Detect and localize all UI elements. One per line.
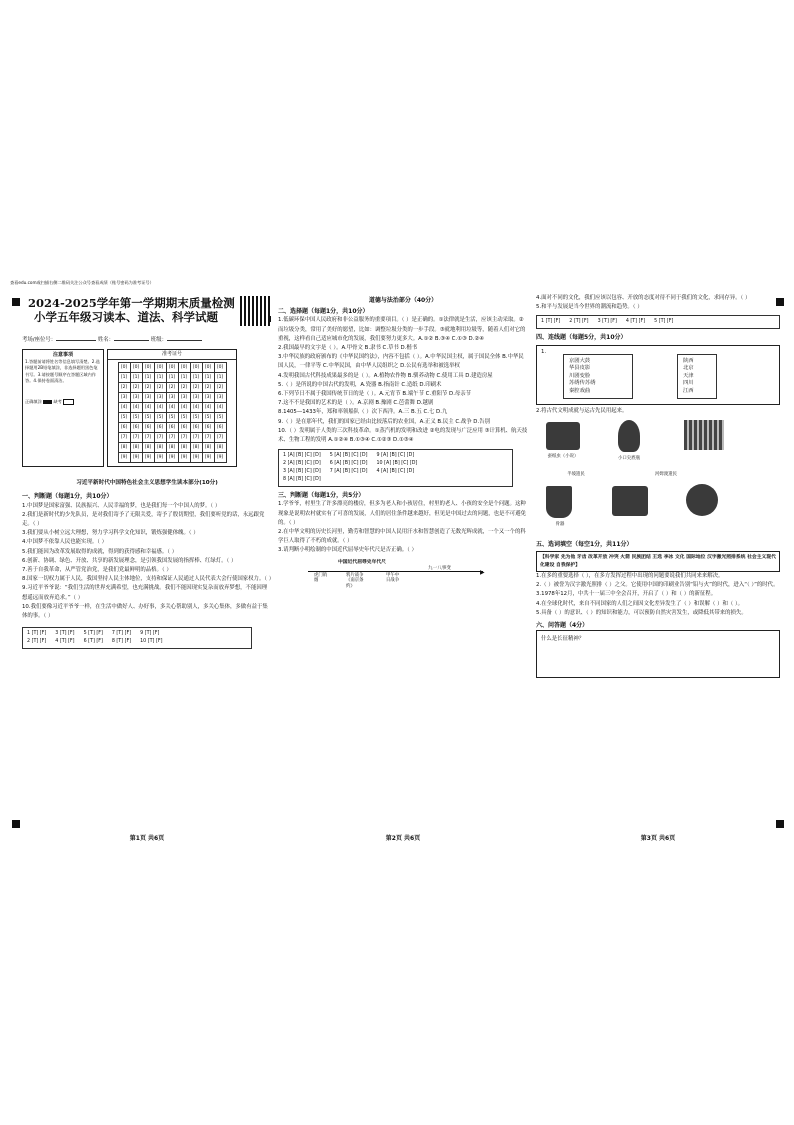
connect-item[interactable]: 江西	[683, 387, 694, 394]
id-digit-bubble[interactable]: [0]	[166, 363, 178, 373]
answer-option[interactable]: 2 [A] [B] [C] [D]	[283, 461, 321, 467]
fill-list	[536, 572, 780, 618]
connect-right-list	[677, 354, 717, 400]
site-label: 半坡遗民	[567, 471, 585, 477]
answer-option[interactable]: 3 [A] [B] [C] [D]	[283, 469, 321, 475]
question: 5.（ ）是所说的中国古代的发明，A.瓷器 B.指南针 C.造纸 D.印刷术	[278, 381, 442, 388]
id-digit-bubble[interactable]: [4]	[118, 403, 130, 413]
question: 3.我们要从小树立远大理想，努力学习科学文化知识，锻炼强健体魄。（ ）	[22, 530, 199, 537]
question: 2.在中华文明的历史长河里，勤劳和智慧的中国人民用汗水和智慧创造了无数光辉成就，一个又一个的科学巨人取得了不朽的成就。（ ）	[278, 529, 526, 545]
answer-option[interactable]: 10 [A] [B] [C] [D]	[376, 461, 418, 467]
section-title: 一、判断题（每题1分，共10分）	[22, 493, 113, 501]
notice-title: 注意事项	[52, 352, 73, 359]
id-digit-bubble[interactable]: [8]	[118, 443, 130, 453]
id-digit-bubble[interactable]: [6]	[118, 423, 130, 433]
id-digit-bubble[interactable]: [5]	[142, 413, 154, 423]
id-digit-bubble[interactable]: [3]	[190, 393, 202, 403]
notice-body: 1.答题前请将姓名等信息填写清楚。2.选择题用2B铅笔填涂，非选择题用黑色笔书写。3.请按题号顺序在答题区域内作答。4.保持卷面清洁。	[25, 358, 100, 384]
id-digit-bubble[interactable]: [9]	[118, 453, 130, 463]
question: 4.在全球化时代，来自不同国家的人们之间因文化差异发生了（ ）和误解（ ）和（ ）。	[536, 600, 744, 607]
id-digit-bubble[interactable]: [3]	[142, 393, 154, 403]
page-footer: 第3页 共6页	[640, 834, 676, 842]
image-label: 小口尖底瓶	[618, 455, 640, 461]
question: 3.中华民族的政府颁布的《中华民国约法》，内容不包括（ ）。A.中华民国主权，属于国民全体 B.中华民国人民，一律平等 C.中华民国，由中华人民组织之 D.公民有选举和被选举权	[278, 354, 524, 370]
image-label: 骨器	[555, 521, 565, 527]
question: 8.1405—1433年，郑和率领船队（ ）次下西洋。A.三 B.五 C.七 D.九	[278, 409, 448, 416]
short-answer-question: 什么是长征精神？	[541, 636, 585, 643]
connect-item[interactable]: 陕西	[683, 357, 694, 364]
id-digit-bubble[interactable]: [0]	[202, 363, 214, 373]
id-digit-bubble[interactable]: [8]	[214, 443, 226, 453]
connect-item[interactable]: 川剧变脸	[569, 372, 591, 379]
question: 7.这不不是我国的艺术的是（ ）。A.京剧 B.豫剧 C.芭蕾舞 D.越剧	[278, 400, 434, 407]
id-digit-bubble[interactable]: [3]	[178, 393, 190, 403]
id-digit-bubble[interactable]: [0]	[178, 363, 190, 373]
page-footer: 第1页 共6页	[129, 834, 165, 842]
exam-room-field[interactable]: 考场/座位号：	[22, 337, 57, 343]
question: 3.请判断小明绘制的中国近代屈辱史年代尺是否正确。（ ）	[278, 547, 417, 554]
id-digit-bubble[interactable]: [7]	[118, 433, 130, 443]
id-digit-bubble[interactable]: [1]	[154, 373, 166, 383]
id-digit-bubble[interactable]: [2]	[166, 383, 178, 393]
arrow-right-icon: ▶	[480, 568, 485, 576]
id-digit-bubble[interactable]: [9]	[190, 453, 202, 463]
answer-option[interactable]: 4 [T] [F]	[55, 639, 75, 645]
question: 10.（ ）发明属于人类的三次科技革命。①蒸汽机的发明和改进 ②电的发现与广泛应用 ③计算机、航天技术、生物工程的发明 A.①②④ B.①③④ C.①②③ D.①③④	[278, 427, 528, 444]
section-title: 二、选择题（每题1分，共10分）	[278, 308, 369, 316]
id-digit-bubble[interactable]: [5]	[190, 413, 202, 423]
answer-option[interactable]: 2 [T] [F]	[569, 319, 589, 325]
id-digit-bubble[interactable]: [7]	[214, 433, 226, 443]
question: 2.将古代文明成就与运古先民用起来。	[536, 407, 628, 414]
answer-option[interactable]: 8 [T] [F]	[111, 639, 132, 645]
timeline-axis	[308, 571, 483, 572]
id-digit-bubble[interactable]: [2]	[190, 383, 202, 393]
id-digit-bubble[interactable]: [5]	[118, 413, 130, 423]
id-digit-bubble[interactable]: [4]	[178, 403, 190, 413]
id-digit-bubble[interactable]: [6]	[178, 423, 190, 433]
artifact-image[interactable]	[612, 486, 648, 516]
answer-option[interactable]: 5 [T] [F]	[654, 319, 674, 325]
id-digit-bubble[interactable]: [9]	[202, 453, 214, 463]
page-footer: 第2页 共6页	[385, 834, 421, 842]
id-digit-bubble[interactable]: [0]	[118, 363, 130, 373]
id-digit-bubble[interactable]: [9]	[130, 453, 142, 463]
artifact-image[interactable]	[684, 420, 724, 450]
id-digit-bubble[interactable]: [1]	[178, 373, 190, 383]
section-title: 五、选词填空（每空1分，共11分）	[536, 540, 633, 548]
fill-example-label: 正确填涂	[25, 398, 42, 404]
id-digit-bubble[interactable]: [7]	[166, 433, 178, 443]
id-digit-bubble[interactable]: [5]	[202, 413, 214, 423]
part-title: 习近平新时代中国特色社会主义思想学生读本部分(10分)	[76, 480, 218, 487]
answer-sheet	[10, 290, 786, 845]
exam-id-grid[interactable]	[118, 362, 227, 463]
qr-code-icon	[240, 296, 270, 326]
id-digit-bubble[interactable]: [9]	[142, 453, 154, 463]
id-digit-bubble[interactable]: [2]	[202, 383, 214, 393]
answer-option[interactable]: 5 [T] [F]	[83, 631, 103, 637]
question: 5.我们能因为改革发展取得的成就，得到的获得感和幸福感。（ ）	[22, 548, 178, 555]
answer-option[interactable]: 4 [T] [F]	[625, 319, 646, 325]
id-digit-bubble[interactable]: [2]	[154, 383, 166, 393]
id-digit-bubble[interactable]: [3]	[154, 393, 166, 403]
answer-option[interactable]: 7 [A] [B] [C] [D]	[329, 469, 368, 475]
left-column	[22, 290, 275, 845]
id-digit-bubble[interactable]: [7]	[178, 433, 190, 443]
id-digit-bubble[interactable]: [0]	[190, 363, 202, 373]
answer-option[interactable]: 6 [T] [F]	[83, 639, 103, 645]
connect-box	[536, 345, 780, 405]
answer-option[interactable]: 5 [A] [B] [C] [D]	[329, 453, 368, 459]
id-digit-bubble[interactable]: [3]	[214, 393, 226, 403]
answer-option[interactable]: 1 [T] [F]	[27, 631, 47, 637]
absent-box[interactable]	[63, 399, 74, 405]
id-digit-bubble[interactable]: [8]	[202, 443, 214, 453]
id-digit-bubble[interactable]: [9]	[166, 453, 178, 463]
middle-column	[278, 290, 528, 845]
artifact-image[interactable]	[618, 420, 640, 452]
connect-q1-label: 1.	[541, 348, 547, 355]
id-digit-bubble[interactable]: [2]	[142, 383, 154, 393]
answer-option[interactable]: 7 [T] [F]	[111, 631, 132, 637]
id-digit-bubble[interactable]: [1]	[130, 373, 142, 383]
timeline-label: 虎门销烟	[314, 572, 328, 584]
question: 2.（ ）被誉为汉字激光照排（ ）之父。它使用中国的印刷业告别“铅与火”的时代，进入“（ ）”的时代。	[536, 582, 779, 589]
question: 2.我们是新时代的少先队员，是对我们寄予了无限关爱，寄予了殷切期望，我们要听党的话，永远跟党走。（ ）	[22, 511, 265, 528]
id-digit-bubble[interactable]: [1]	[166, 373, 178, 383]
id-digit-bubble[interactable]: [8]	[130, 443, 142, 453]
section-title: 四、连线题（每题5分，共10分）	[536, 334, 627, 342]
id-digit-bubble[interactable]: [1]	[214, 373, 226, 383]
absent-label: 缺考	[53, 398, 62, 404]
answer-bubbles[interactable]	[536, 315, 780, 329]
question: 2.我国最早的文字是（ ）。A.甲骨文 B.隶书 C.草书 D.楷书	[278, 345, 418, 352]
answer-option[interactable]: 3 [T] [F]	[597, 319, 617, 325]
id-digit-bubble[interactable]: [6]	[166, 423, 178, 433]
answer-option[interactable]: 2 [T] [F]	[27, 639, 47, 645]
id-digit-bubble[interactable]: [4]	[130, 403, 142, 413]
exam-id-title: 准考证号	[108, 350, 236, 360]
artifact-image[interactable]	[546, 486, 572, 518]
fill-example	[25, 399, 101, 406]
id-digit-bubble[interactable]: [6]	[214, 423, 226, 433]
id-digit-bubble[interactable]: [8]	[154, 443, 166, 453]
question: 4.中国梦不依靠人民也能实现。（ ）	[22, 539, 108, 546]
id-digit-bubble[interactable]: [7]	[142, 433, 154, 443]
id-digit-bubble[interactable]: [3]	[202, 393, 214, 403]
answer-option[interactable]: 4 [A] [B] [C] [D]	[376, 469, 415, 475]
id-digit-bubble[interactable]: [8]	[190, 443, 202, 453]
answer-option[interactable]: 6 [A] [B] [C] [D]	[329, 461, 368, 467]
timeline	[278, 558, 528, 598]
answer-option[interactable]: 9 [T] [F]	[140, 631, 160, 637]
id-digit-bubble[interactable]: [6]	[154, 423, 166, 433]
question: 7.善于自我革命，从严管党治党，是我们党最鲜明的品格。（ ）	[22, 567, 172, 574]
answer-option[interactable]: 9 [A] [B] [C] [D]	[376, 453, 415, 459]
id-digit-bubble[interactable]: [4]	[214, 403, 226, 413]
exam-title-line2: 小学五年级习读本、道法、科学试题	[34, 310, 218, 324]
id-digit-bubble[interactable]: [2]	[118, 383, 130, 393]
site-label: 河姆渡遗民	[655, 471, 677, 477]
id-digit-bubble[interactable]: [4]	[190, 403, 202, 413]
connect-item[interactable]: 京剧大鼓	[569, 357, 591, 364]
connect-item[interactable]: 天津	[683, 372, 694, 379]
right-column	[536, 290, 780, 845]
artifact-image[interactable]	[686, 484, 718, 516]
question: 1.学爷爷，村里生了许多漂亮的楼房，但多为老人和小孩居住，村里的老人、小孩的安全是个问题。这种现象是说明农村就实有了可喜的发展，人们的居住条件越来越好，但见是中国过去的问题，也是不可避免的。（ ）	[278, 501, 526, 526]
id-digit-bubble[interactable]: [7]	[202, 433, 214, 443]
question-list	[278, 316, 528, 445]
timeline-title: 中国近代屈辱史年代尺	[338, 559, 386, 565]
id-digit-bubble[interactable]: [5]	[214, 413, 226, 423]
id-digit-bubble[interactable]: [4]	[142, 403, 154, 413]
question: 6.创新、协调、绿色、开放、共享的新发展理念，是引领我国发展的指挥棒、红绿灯。（ ）	[22, 557, 237, 564]
connect-item[interactable]: 四川	[683, 380, 694, 387]
class-field[interactable]: 班级：	[150, 337, 167, 343]
student-fields	[22, 336, 272, 345]
id-digit-bubble[interactable]: [1]	[190, 373, 202, 383]
short-answer-box[interactable]	[536, 630, 780, 678]
name-field[interactable]: 姓名：	[97, 337, 115, 343]
id-digit-bubble[interactable]: [3]	[166, 393, 178, 403]
image-label: 蚕纸虫（小说）	[547, 453, 579, 459]
answer-bubbles[interactable]	[22, 627, 252, 649]
id-digit-bubble[interactable]: [0]	[130, 363, 142, 373]
question: 1.低碳环保中国人民政府和非公益服务的重要项目。（ ）是正确的。①法律就是生活，应该主动采取。②而垃圾分类，常用了美好的愿望，比如：调整垃圾分类的一步手段。③就地利用垃圾等，随着人们对它的重视，这样看自己适应城市化的发展，我们要努力更多大。A.①② B.③④ C.①③ D.②④	[278, 317, 526, 342]
timeline-end-label: 九一八事变	[428, 565, 451, 571]
notice-box	[22, 349, 104, 467]
id-digit-bubble[interactable]: [5]	[166, 413, 178, 423]
section-title: 六、问答题（4分）	[536, 622, 589, 630]
question: 4.发明我国古代科技成果最多的是（ ）。A.植物农作物 B.驯养动物 C.使用工具 D.建造房屋	[278, 372, 493, 379]
question: 4.面对不同的文化，我们应该以包容、开放的态度对待不同于我们的文化，求同存异。（ ）	[536, 295, 751, 301]
exam-title-line1: 2024-2025学年第一学期期末质量检测	[28, 296, 235, 310]
id-digit-bubble[interactable]: [8]	[166, 443, 178, 453]
question: 5.和平与发展是当今世界的潮流和趋势。（ ）	[536, 304, 643, 311]
question: 1.在多的重要选择（ ），在多方发挥过程中出现的问题要说我们共同来来解决。	[536, 573, 724, 580]
id-digit-bubble[interactable]: [2]	[178, 383, 190, 393]
id-digit-bubble[interactable]: [4]	[166, 403, 178, 413]
id-digit-bubble[interactable]: [8]	[178, 443, 190, 453]
id-digit-bubble[interactable]: [5]	[130, 413, 142, 423]
connect-item[interactable]: 秦腔戏曲	[569, 387, 591, 394]
id-digit-bubble[interactable]: [3]	[118, 393, 130, 403]
id-digit-bubble[interactable]: [9]	[178, 453, 190, 463]
section-title: 三、判断题（每题1分，共5分）	[278, 492, 365, 500]
answer-option[interactable]: 1 [A] [B] [C] [D]	[283, 453, 321, 459]
id-digit-bubble[interactable]: [2]	[130, 383, 142, 393]
id-digit-bubble[interactable]: [6]	[130, 423, 142, 433]
id-digit-bubble[interactable]: [6]	[142, 423, 154, 433]
id-digit-bubble[interactable]: [9]	[214, 453, 226, 463]
connect-item[interactable]: 北京	[683, 365, 694, 372]
question: 5.具备（ ）的意识、（ ）的知识和能力，可以预防自然灾害发生，或降低其带来的损失。	[536, 609, 747, 616]
judge-list	[278, 500, 528, 555]
picture-match-area	[536, 416, 780, 536]
id-digit-bubble[interactable]: [4]	[154, 403, 166, 413]
id-digit-bubble[interactable]: [7]	[154, 433, 166, 443]
id-digit-bubble[interactable]: [3]	[130, 393, 142, 403]
answer-option[interactable]: 3 [T] [F]	[55, 631, 75, 637]
filled-mark-icon	[43, 400, 52, 404]
id-digit-bubble[interactable]: [5]	[154, 413, 166, 423]
question: 10.我们要像习近平爷爷一样，在生活中做好人、办好事，多关心帮助别人，多关心集体，多做有益于集体的事。（ ）	[22, 603, 268, 620]
question: 1.中国梦是国家富强、民族振兴、人民幸福的梦，也是我们每一个中国人的梦。（ ）	[22, 502, 221, 509]
id-digit-bubble[interactable]: [0]	[214, 363, 226, 373]
answer-bubbles[interactable]	[278, 449, 513, 487]
id-digit-bubble[interactable]: [2]	[214, 383, 226, 393]
id-digit-bubble[interactable]: [1]	[142, 373, 154, 383]
question: 6.下列节日不属于我国传统节日的是（ ）。A.元宵节 B.端午节 C.重阳节 D.母亲节	[278, 391, 472, 398]
timeline-label: 甲午中日战争	[386, 572, 400, 584]
artifact-image[interactable]	[546, 422, 580, 450]
question: 8.国家一切权力属于人民，我国坚持人民主体地位，支持和保证人民通过人民代表大会行使国家权力。（ ）	[22, 576, 275, 583]
id-digit-bubble[interactable]: [1]	[118, 373, 130, 383]
timeline-label: 鸦片战争《南京条约》	[346, 572, 364, 589]
id-digit-bubble[interactable]: [0]	[154, 363, 166, 373]
answer-option[interactable]: 10 [T] [F]	[140, 639, 163, 645]
connect-item[interactable]: 华县皮影	[569, 365, 591, 372]
word-bank: 【科学家 先为他 牙齿 改革开放 冲突 火箭 民族团结 王选 李冰 文化 国际地位 汉字激光照排系统 社会主义现代化建设 自我保护】	[536, 551, 780, 572]
id-digit-bubble[interactable]: [4]	[202, 403, 214, 413]
answer-option[interactable]: 8 [A] [B] [C] [D]	[283, 477, 321, 483]
id-digit-bubble[interactable]: [6]	[190, 423, 202, 433]
answer-option[interactable]: 1 [T] [F]	[541, 319, 561, 325]
id-digit-bubble[interactable]: [6]	[202, 423, 214, 433]
question-list	[22, 502, 275, 622]
id-digit-bubble[interactable]: [9]	[154, 453, 166, 463]
connect-left-list	[563, 354, 633, 400]
id-digit-bubble[interactable]: [7]	[190, 433, 202, 443]
question: 9.习近平爷爷说：“我们生活的世界充满希望，也充满挑战。我们不能因现实复杂而放弃梦想，不能因理想遥远而放弃追求。”（ ）	[22, 585, 268, 601]
question: 9.（ ）是在那年代，我们的国家已经由比较落后的农业国，A.正义 B.民主 C.战争 D.告别	[278, 418, 490, 425]
exam-id-box	[107, 349, 237, 467]
part-title: 道德与法治部分（40分）	[368, 297, 438, 304]
id-digit-bubble[interactable]: [5]	[178, 413, 190, 423]
id-digit-bubble[interactable]: [8]	[142, 443, 154, 453]
header-note: 查看edu.com或扫描右侧二维码关注公众号查看成绩（账号密码为准考证号）	[10, 280, 154, 285]
id-digit-bubble[interactable]: [0]	[142, 363, 154, 373]
connect-item[interactable]: 苏绣传苏绣	[569, 380, 596, 387]
id-digit-bubble[interactable]: [1]	[202, 373, 214, 383]
question: 3.1978年12月，中共十一届三中全会召开，开启了（ ）和（ ）的新征程。	[536, 591, 717, 598]
id-digit-bubble[interactable]: [7]	[130, 433, 142, 443]
